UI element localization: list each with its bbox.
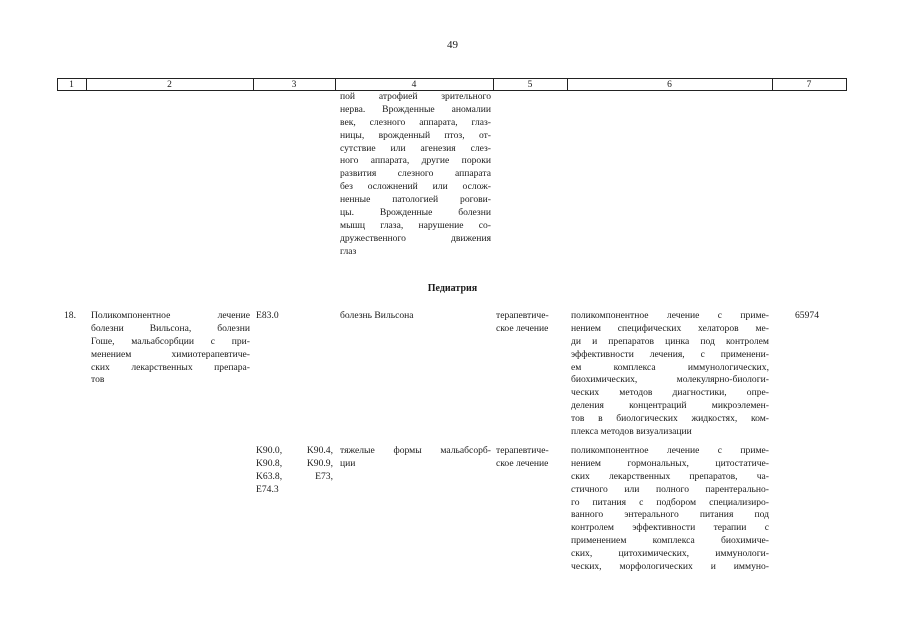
text-line: менением химиотерапевтиче- (91, 348, 250, 360)
text-line: E73, (315, 470, 333, 482)
column-number: 2 (167, 80, 172, 90)
text-line: контролем эффективности терапии с (571, 522, 769, 534)
row-number: 18. (64, 310, 76, 321)
text-line: цы. Врожденные болезни (340, 207, 491, 219)
treatment-method (571, 310, 769, 439)
text-line: ческих методов диагностики, опре- (571, 387, 769, 399)
text-line: ницы, врожденный птоз, от- (340, 129, 491, 141)
text-line: ции (340, 457, 356, 469)
section-title: Педиатрия (427, 283, 478, 294)
text-line: поликомпонентное лечение с приме- (571, 445, 769, 456)
text-line: ских лекарственных препаратов, ча- (571, 470, 769, 482)
text-line: биохимических, молекулярно-биологи- (571, 374, 769, 386)
text-line: глаз (340, 245, 357, 257)
column-number: 3 (291, 80, 297, 90)
text-line: нерва. Врожденные аномалии (340, 103, 491, 115)
text-line: мышц глаза, нарушение со- (340, 219, 491, 231)
text-line: ди и препаратов цинка под контролем (571, 335, 769, 347)
text-line: сутствие или агенезия слез- (340, 142, 491, 154)
text-line: тов (91, 374, 105, 386)
text-line: пой атрофией зрительного (340, 91, 491, 102)
text-line: ного аппарата, другие пороки (340, 155, 491, 167)
text-line: тов в биологических жидкостях, ком- (571, 413, 769, 425)
text-line: развития слезного аппарата (340, 168, 491, 180)
text-line: K90.8, (256, 457, 283, 469)
text-line: ское лечение (496, 457, 549, 469)
header-divider (846, 79, 847, 90)
text-line: терапевтиче- (496, 310, 549, 321)
text-line: ненные патологией рогови- (340, 194, 491, 206)
text-line: K90.0, (256, 445, 283, 456)
text-line: век, слезного аппарата, глаз- (340, 116, 491, 128)
treatment-method (571, 445, 769, 574)
column-number: 5 (527, 80, 533, 90)
icd-codes (300, 445, 333, 484)
text-line: Гоше, мальабсорбции с при- (91, 335, 250, 347)
text-line: стичного или полного парентерально- (571, 483, 769, 495)
text-line: ских, цитохимических, иммунологи- (571, 548, 769, 560)
icd-codes: E83.0 (256, 310, 279, 321)
price-value: 65974 (795, 310, 819, 321)
text-line: плекса методов визуализации (571, 426, 692, 438)
text-line: K90.4, (306, 445, 333, 456)
continued-disease-model (340, 91, 491, 259)
treatment-type (496, 445, 566, 471)
text-line: деления концентраций микроэлемен- (571, 400, 769, 412)
column-number: 6 (667, 80, 672, 90)
column-number: 7 (806, 80, 812, 90)
text-line: терапевтиче- (496, 445, 549, 456)
text-line: дружественного движения (340, 232, 491, 244)
column-number: 4 (411, 80, 417, 90)
treatment-type (496, 310, 566, 336)
disease-model (340, 445, 491, 471)
treatment-name (91, 310, 250, 387)
text-line: E74.3 (256, 483, 279, 495)
text-line: нением специфических хелаторов ме- (571, 322, 769, 334)
disease-model: болезнь Вильсона (340, 310, 414, 321)
text-line: ское лечение (496, 322, 549, 334)
text-line: ванного энтерального питания под (571, 509, 769, 521)
column-number: 1 (69, 80, 74, 90)
text-line: ческих, морфологических и иммуно- (571, 561, 769, 573)
text-line: эффективности лечения, с применени- (571, 348, 769, 360)
text-line: применением комплекса биохимиче- (571, 535, 769, 547)
text-line: Поликомпонентное лечение (91, 310, 250, 321)
text-line: без осложнений или ослож- (340, 181, 491, 193)
text-line: K90.9, (306, 457, 333, 469)
page-number: 49 (447, 39, 458, 51)
text-line: го питания с подбором специализиро- (571, 496, 769, 508)
text-line: болезни Вильсона, болезни (91, 322, 250, 334)
text-line: тяжелые формы мальабсорб- (340, 445, 491, 456)
text-line: ских лекарственных препара- (91, 361, 250, 373)
text-line: нением гормональных, цитостатиче- (571, 457, 769, 469)
text-line: K63.8, (256, 470, 283, 482)
icd-codes (256, 445, 282, 497)
text-line: поликомпонентное лечение с приме- (571, 310, 769, 321)
text-line: ем комплекса иммунологических, (571, 361, 769, 373)
